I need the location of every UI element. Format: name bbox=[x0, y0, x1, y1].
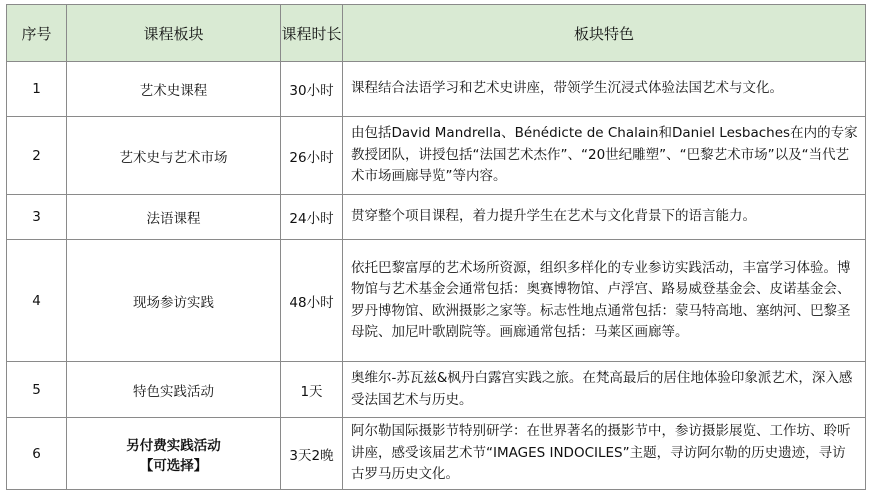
row-module: 现场参访实践 bbox=[67, 240, 281, 362]
row-feature: 贯穿整个项目课程，着力提升学生在艺术与文化背景下的语言能力。 bbox=[343, 195, 866, 240]
row-feature: 由包括David Mandrella、Bénédicte de Chalain和Daniel Lesbaches在内的专家教授团队，讲授包括“法国艺术杰作”、“20世纪雕塑”、“巴黎艺术市场”以及“当代艺术市场画廊导览”等内容。 bbox=[343, 117, 866, 195]
row-duration: 1天 bbox=[281, 362, 343, 418]
table-body bbox=[7, 62, 866, 490]
header-duration: 课程时长 bbox=[281, 5, 343, 62]
table-row bbox=[7, 362, 866, 418]
table-row bbox=[7, 195, 866, 240]
table-row bbox=[7, 418, 866, 490]
row-duration: 48小时 bbox=[281, 240, 343, 362]
row-module-note: 【可选择】 bbox=[139, 457, 208, 474]
row-index: 5 bbox=[7, 362, 67, 418]
table-header bbox=[7, 5, 866, 62]
row-duration: 26小时 bbox=[281, 117, 343, 195]
row-index: 3 bbox=[7, 195, 67, 240]
row-module: 艺术史与艺术市场 bbox=[67, 117, 281, 195]
row-feature: 阿尔勒国际摄影节特别研学：在世界著名的摄影节中，参访摄影展览、工作坊、聆听讲座，感受该届艺术节“IMAGES INDOCILES”主题，寻访阿尔勒的历史遗迹，寻访古罗马历史文化。 bbox=[343, 418, 866, 490]
row-duration: 24小时 bbox=[281, 195, 343, 240]
row-duration: 3天2晚 bbox=[281, 418, 343, 490]
header-module: 课程板块 bbox=[67, 5, 281, 62]
row-module-title: 另付费实践活动 bbox=[126, 437, 221, 454]
row-feature: 依托巴黎富厚的艺术场所资源，组织多样化的专业参访实践活动，丰富学习体验。博物馆与艺术基金会通常包括：奥赛博物馆、卢浮宫、路易威登基金会、皮诺基金会、罗丹博物馆、欧洲摄影之家等。标志性地点通常包括：蒙马特高地、塞纳河、巴黎圣母院、加尼叶歌剧院等。画廊通常包括：马莱区画廊等。 bbox=[343, 240, 866, 362]
row-feature: 课程结合法语学习和艺术史讲座，带领学生沉浸式体验法国艺术与文化。 bbox=[343, 62, 866, 117]
course-table bbox=[6, 4, 866, 490]
row-module bbox=[67, 418, 281, 490]
row-index: 2 bbox=[7, 117, 67, 195]
header-index: 序号 bbox=[7, 5, 67, 62]
row-module: 法语课程 bbox=[67, 195, 281, 240]
header-feature: 板块特色 bbox=[343, 5, 866, 62]
table-row bbox=[7, 240, 866, 362]
row-feature: 奥维尔-苏瓦兹&枫丹白露宫实践之旅。在梵高最后的居住地体验印象派艺术，深入感受法国艺术与历史。 bbox=[343, 362, 866, 418]
row-module: 特色实践活动 bbox=[67, 362, 281, 418]
row-index: 1 bbox=[7, 62, 67, 117]
header-row bbox=[7, 5, 866, 62]
table-row bbox=[7, 62, 866, 117]
row-duration: 30小时 bbox=[281, 62, 343, 117]
row-index: 6 bbox=[7, 418, 67, 490]
row-index: 4 bbox=[7, 240, 67, 362]
row-module: 艺术史课程 bbox=[67, 62, 281, 117]
table-row bbox=[7, 117, 866, 195]
